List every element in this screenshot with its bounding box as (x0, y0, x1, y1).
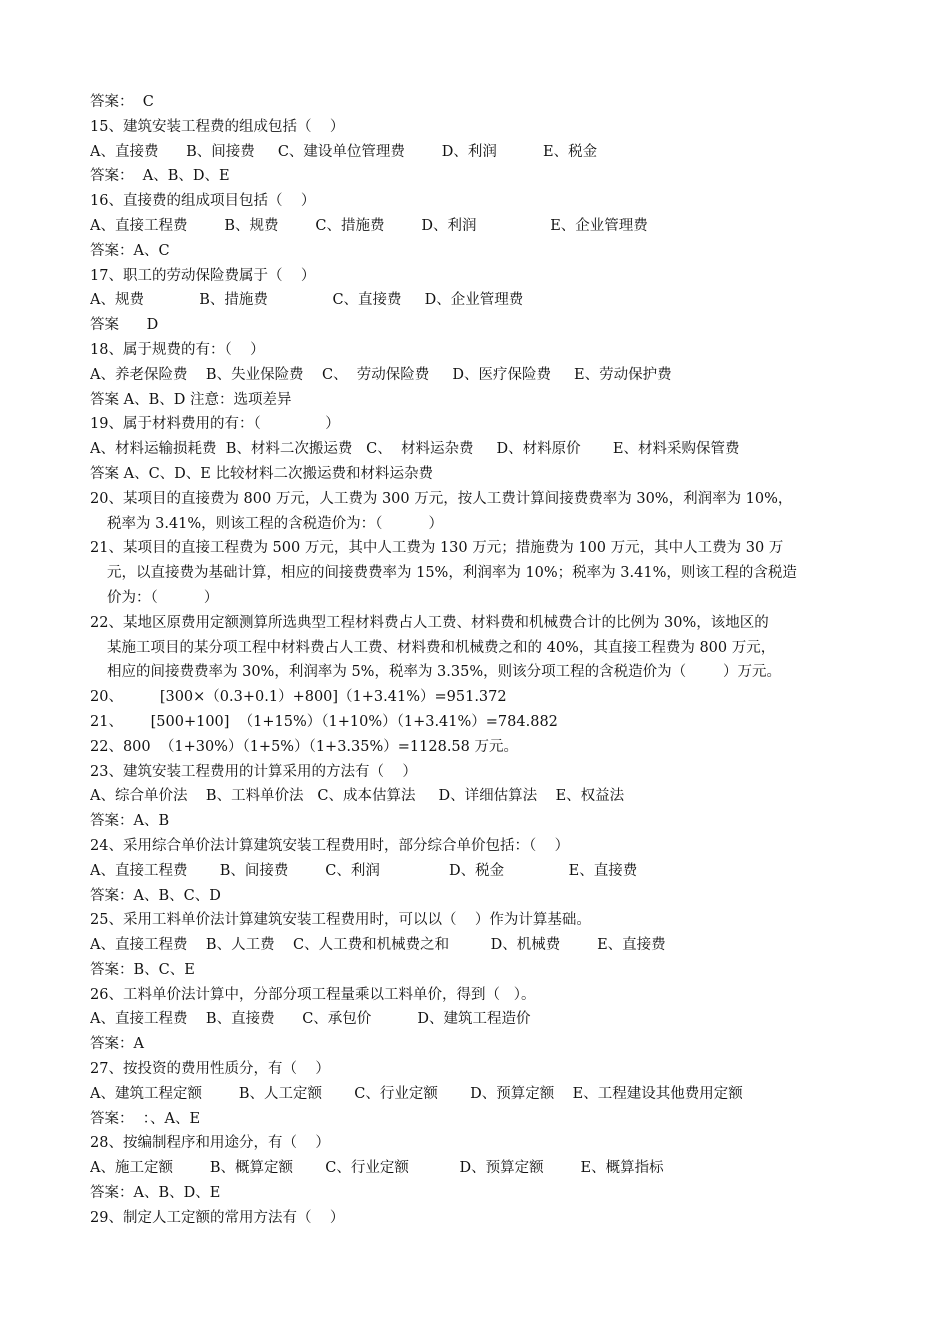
text-line: 20、 [300×（0.3+0.1）+800]（1+3.41%）=951.372 (90, 689, 507, 706)
text-line: 答案：A、C (90, 242, 170, 259)
text-line: 答案： C (90, 94, 154, 110)
text-line: 15、建筑安装工程费的组成包括（ ） (90, 118, 345, 135)
text-line: 税率为 3.41%，则该工程的含税造价为：（ ） (107, 515, 444, 532)
text-line: 某施工项目的某分项工程中材料费占人工费、材料费和机械费之和的 40%，其直接工程费为 800 万元， (107, 639, 776, 656)
question-paragraph (90, 536, 870, 610)
text-line: 17、职工的劳动保险费属于（ ） (90, 267, 316, 284)
text-line: 20、某项目的直接费为 800 万元，人工费为 300 万元，按人工费计算间接费费率为 30%，利润率为 10%， (90, 490, 793, 507)
text-line: 答案 A、B、D 注意：选项差异 (90, 391, 292, 408)
text-line: 25、采用工料单价法计算建筑安装工程费用时，可以以（ ）作为计算基础。 (90, 912, 591, 929)
document-body (90, 90, 870, 1231)
text-line: 22、某地区原费用定额测算所选典型工程材料费占人工费、材料费和机械费合计的比例为 30%，该地区的 (90, 614, 769, 631)
text-line: 21、某项目的直接工程费为 500 万元，其中人工费为 130 万元；措施费为 100 万元，其中人工费为 30 万 (90, 540, 784, 557)
text-line: 答案：A (90, 1036, 144, 1053)
text-line: 答案：A、B (90, 813, 170, 830)
text-line: 答案：B、C、E (90, 961, 195, 978)
text-line: A、养老保险费 B、失业保险费 C、 劳动保险费 D、医疗保险费 E、劳动保护费 (90, 366, 672, 383)
text-line: A、直接工程费 B、人工费 C、人工费和机械费之和 D、机械费 E、直接费 (90, 937, 666, 954)
text-line: 答案： A、B、D、E (90, 168, 230, 185)
text-line: A、直接工程费 B、直接费 C、承包价 D、建筑工程造价 (90, 1011, 531, 1028)
text-line: A、直接工程费 B、间接费 C、利润 D、税金 E、直接费 (90, 862, 638, 879)
text-line: 28、按编制程序和用途分，有（ ） (90, 1135, 330, 1152)
text-line: 16、直接费的组成项目包括（ ） (90, 193, 316, 210)
text-line: A、施工定额 B、概算定额 C、行业定额 D、预算定额 E、概算指标 (90, 1160, 664, 1177)
text-line: 24、采用综合单价法计算建筑安装工程费用时，部分综合单价包括：（ ） (90, 837, 570, 854)
text-line: 相应的间接费费率为 30%，利润率为 5%，税率为 3.35%，则该分项工程的含税造价为（ ）万元。 (107, 664, 781, 681)
text-line: 答案 D (90, 317, 159, 334)
text-line: A、规费 B、措施费 C、直接费 D、企业管理费 (90, 292, 524, 309)
text-line: A、材料运输损耗费 B、材料二次搬运费 C、 材料运杂费 D、材料原价 E、材料采购保管费 (90, 441, 740, 458)
question-paragraph (90, 611, 870, 685)
text-line: 29、制定人工定额的常用方法有（ ） (90, 1209, 345, 1226)
text-line: 19、属于材料费用的有：（ ） (90, 416, 340, 433)
text-line: A、直接工程费 B、规费 C、措施费 D、利润 E、企业管理费 (90, 217, 648, 234)
text-line: 答案：A、B、C、D (90, 887, 221, 904)
question-paragraph (90, 487, 870, 537)
text-line: 答案： ：、A、E (90, 1110, 201, 1127)
text-line: 价为：（ ） (107, 589, 219, 606)
text-line: 答案：A、B、D、E (90, 1185, 221, 1202)
text-line: A、综合单价法 B、工料单价法 C、成本估算法 D、详细估算法 E、权益法 (90, 788, 625, 805)
text-line: 18、属于规费的有：（ ） (90, 341, 265, 358)
text-line: 21、 [500+100] （1+15%）（1+10%）（1+3.41%）=784.882 (90, 713, 558, 730)
text-line: 元，以直接费为基础计算，相应的间接费费率为 15%，利润率为 10%；税率为 3.41%，则该工程的含税造 (107, 565, 797, 582)
text-line: 22、800 （1+30%）（1+5%）（1+3.35%）=1128.58 万元。 (90, 738, 518, 755)
text-line: A、建筑工程定额 B、人工定额 C、行业定额 D、预算定额 E、工程建设其他费用定额 (90, 1085, 743, 1102)
text-line: 27、按投资的费用性质分，有（ ） (90, 1061, 330, 1078)
text-line: 26、工料单价法计算中，分部分项工程量乘以工料单价，得到（ ）。 (90, 986, 536, 1003)
text-line: 23、建筑安装工程费用的计算采用的方法有（ ） (90, 763, 417, 780)
text-line: 答案 A、C、D、E 比较材料二次搬运费和材料运杂费 (90, 465, 433, 482)
text-line: A、直接费 B、间接费 C、建设单位管理费 D、利润 E、税金 (90, 143, 598, 160)
